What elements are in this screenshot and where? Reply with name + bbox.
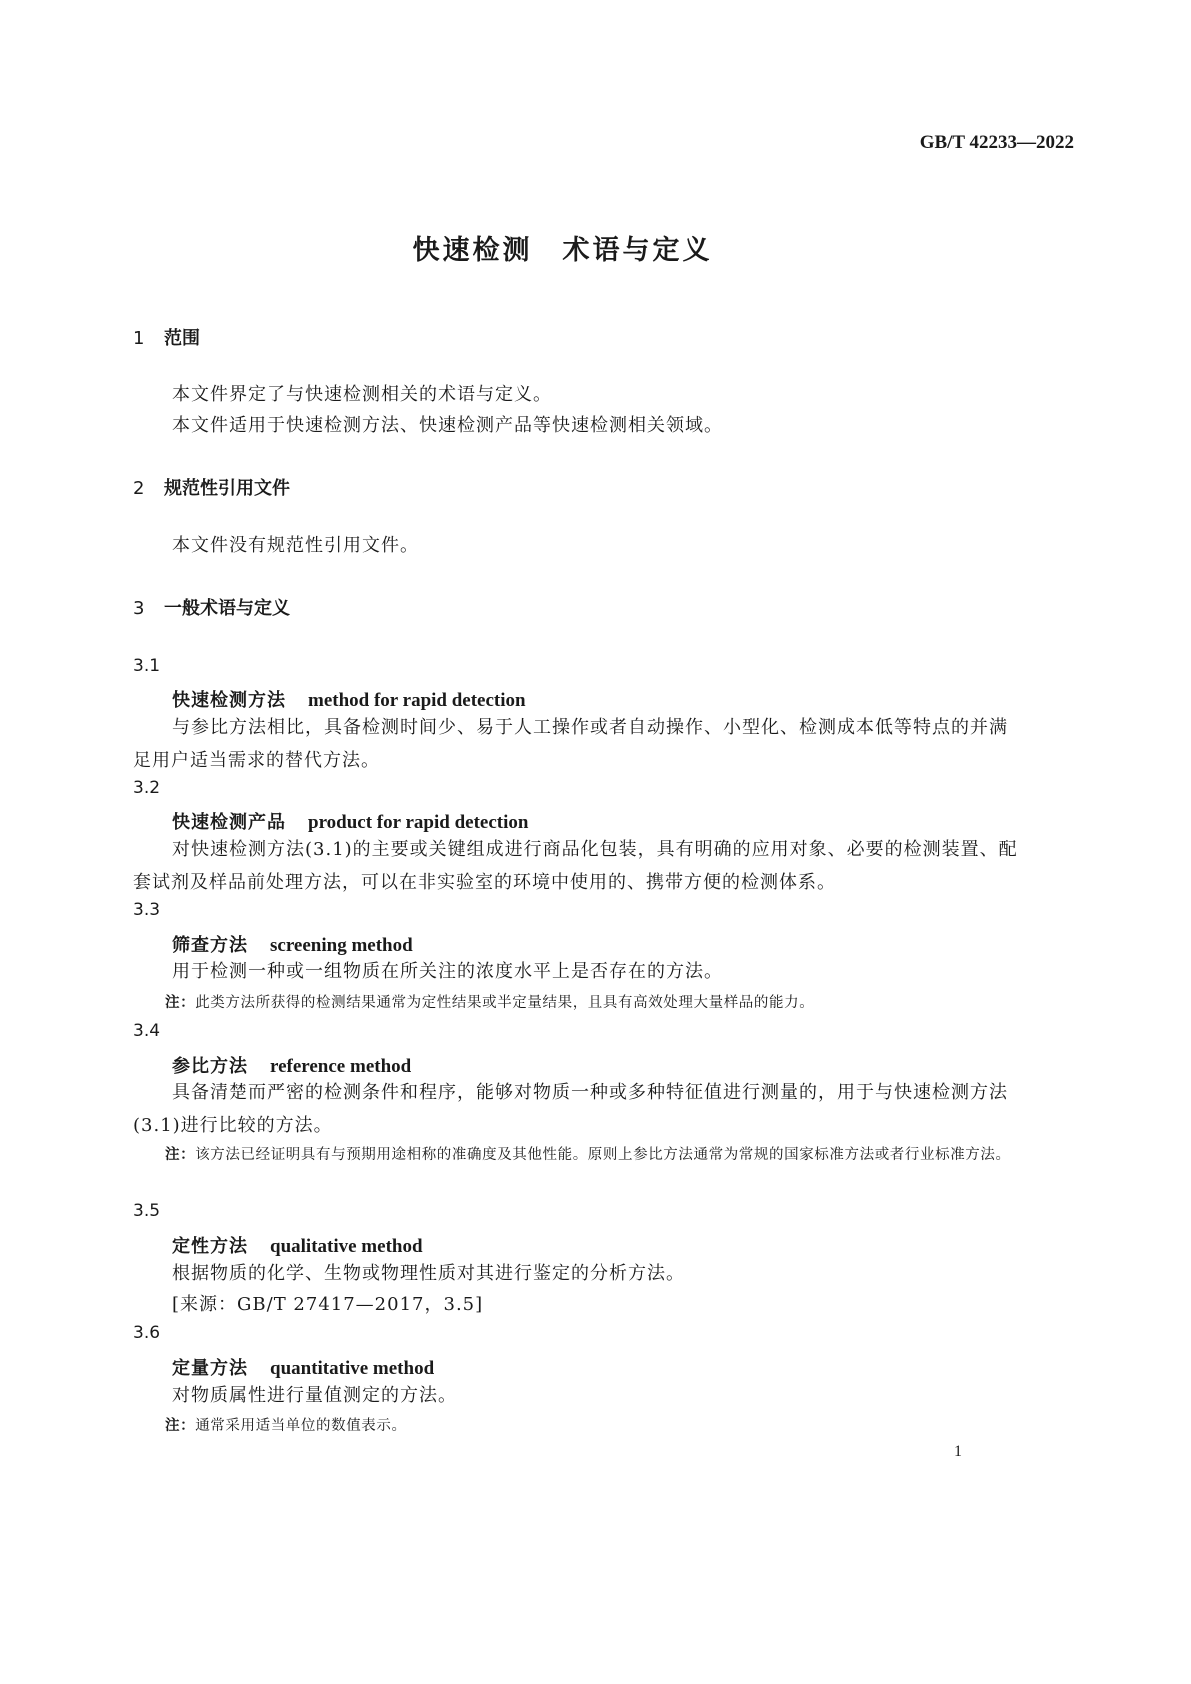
section-title: 一般术语与定义 xyxy=(164,598,290,619)
term-zh: 快速检测方法 xyxy=(172,690,286,711)
term-en: quantitative method xyxy=(270,1358,435,1379)
term-en: reference method xyxy=(270,1056,412,1077)
term-definition: 根据物质的化学、生物或物理性质对其进行鉴定的分析方法。 xyxy=(172,1263,685,1284)
paragraph: 本文件适用于快速检测方法、快速检测产品等快速检测相关领域。 xyxy=(172,415,723,436)
note-text: 该方法已经证明具有与预期用途相称的准确度及其他性能。原则上参比方法通常为常规的国家标准方法或者行业标准方法。 xyxy=(195,1147,1011,1163)
term-zh: 定量方法 xyxy=(172,1358,248,1379)
term-number: 3.5 xyxy=(133,1201,161,1221)
section-number: 3 xyxy=(133,598,145,619)
term-definition: 对快速检测方法(3.1)的主要或关键组成进行商品化包装，具有明确的应用对象、必要的检测装置、配套试剂及样品前处理方法，可以在非实验室的环境中使用的、携带方便的检测体系。 xyxy=(133,839,1018,893)
term-zh: 参比方法 xyxy=(172,1056,248,1077)
term-en: product for rapid detection xyxy=(308,812,529,833)
term-zh: 定性方法 xyxy=(172,1236,248,1257)
note-label: 注： xyxy=(165,995,196,1011)
term-source: [来源：GB/T 27417—2017，3.5] xyxy=(172,1294,484,1315)
term-zh: 快速检测产品 xyxy=(172,812,286,833)
term-en: screening method xyxy=(270,935,413,956)
paragraph: 本文件没有规范性引用文件。 xyxy=(172,535,419,556)
term-number: 3.2 xyxy=(133,778,161,798)
section-title: 规范性引用文件 xyxy=(164,478,290,499)
note-text: 此类方法所获得的检测结果通常为定性结果或半定量结果，且具有高效处理大量样品的能力。 xyxy=(195,995,815,1011)
term-note xyxy=(165,991,814,1012)
term-heading xyxy=(172,1232,423,1258)
term-heading xyxy=(172,931,413,957)
term-definition: 与参比方法相比，具备检测时间少、易于人工操作或者自动操作、小型化、检测成本低等特点的并满足用户适当需求的替代方法。 xyxy=(133,717,1008,771)
term-en: method for rapid detection xyxy=(308,690,526,711)
standard-number: GB/T 42233—2022 xyxy=(919,132,1074,153)
term-heading xyxy=(172,808,528,834)
term-heading xyxy=(172,1354,434,1380)
term-number: 3.4 xyxy=(133,1021,161,1041)
term-note xyxy=(165,1140,1028,1170)
section-3-heading xyxy=(133,594,290,620)
note-label: 注： xyxy=(165,1147,196,1163)
page-title: 快速检测 术语与定义 xyxy=(412,235,713,266)
term-number: 3.1 xyxy=(133,656,161,676)
term-definition: 具备清楚而严密的检测条件和程序，能够对物质一种或多种特征值进行测量的，用于与快速检测方法(3.1)进行比较的方法。 xyxy=(133,1082,1008,1136)
note-text: 通常采用适当单位的数值表示。 xyxy=(195,1418,407,1434)
section-number: 1 xyxy=(133,328,145,349)
term-definition: 对物质属性进行量值测定的方法。 xyxy=(172,1385,457,1406)
term-number: 3.6 xyxy=(133,1323,161,1343)
section-2-heading xyxy=(133,474,290,500)
paragraph: 本文件界定了与快速检测相关的术语与定义。 xyxy=(172,384,552,405)
term-number: 3.3 xyxy=(133,900,161,920)
term-en: qualitative method xyxy=(270,1236,423,1257)
term-definition: 用于检测一种或一组物质在所关注的浓度水平上是否存在的方法。 xyxy=(172,961,723,982)
term-note xyxy=(165,1414,407,1435)
page-number: 1 xyxy=(954,1443,962,1460)
section-title: 范围 xyxy=(164,328,200,349)
section-number: 2 xyxy=(133,478,145,499)
note-label: 注： xyxy=(165,1418,196,1434)
section-1-heading xyxy=(133,324,200,350)
term-zh: 筛查方法 xyxy=(172,935,248,956)
term-heading xyxy=(172,1052,411,1078)
term-heading xyxy=(172,686,526,712)
